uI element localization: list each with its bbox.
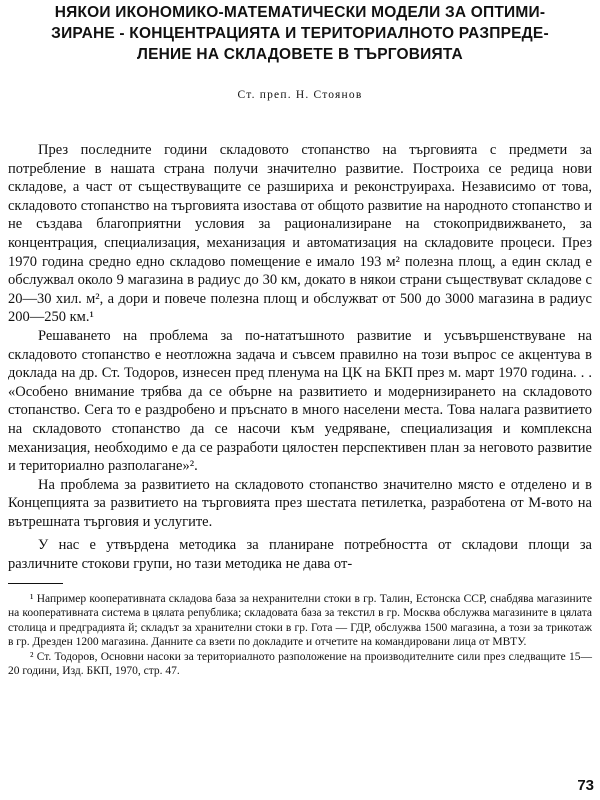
footnote: ² Ст. Тодоров, Основни насоки за териториалното разположение на производителните сили през следващите 15—20 години, Изд. БКП, 1970, стр. 47. — [8, 650, 592, 678]
title-line: НЯКОИ ИКОНОМИКО-МАТЕМАТИЧЕСКИ МОДЕЛИ ЗА ОПТИМИ- — [54, 4, 546, 21]
footnote: ¹ Например кооперативната складова база за нехранителни стоки в гр. Талин, Естонска ССР, снабдява магазините на кооперативната система в цялата република; складовата база за текстил в гр. Москва обслужва магазините в цялата столица и предградията й; складът за хранителни стоки в гр. Гота — ГДР, обслужва 1500 магазина, а този за трикотаж в гр. Дрезден 1200 магазина. Данните са взети по докладите и отчетите на командировани лица от МВТУ. — [8, 592, 592, 649]
body-paragraph: През последните години складовото стопанство на търговията с предмети за потребление в нашата страна получи значително развитие. Построиха се редица нови складове, а част от съществуващите се разшириха и реконструираха. Независимо от това, складовото стопанство на търговията изостава от общото развитие на народното стопанство и не създава благоприятни условия за рационализиране на стокопридвижването, за концентрация, специализация, механизация и автоматизация на складовите процеси. През 1970 година средно едно складово помещение е имало 193 м² полезна площ, а един склад е обслужвал около 9 магазина в радиус до 30 км, докато в някои страни съществуват складове с 20—30 хил. м², а дори и повече полезна площ и обслужват от 500 до 3000 магазина в радиус 200—250 км.¹ — [8, 142, 592, 326]
article-title — [8, 0, 592, 65]
page-number: 73 — [577, 777, 594, 794]
footnote-separator — [8, 583, 63, 584]
body-paragraph: Решаването на проблема за по-нататъшното развитие и усъвършенствуване на складовото стопанство е неотложна задача и съвсем правилно на този въпрос се акцентува в доклада на др. Ст. Тодоров, изнесен пред пленума на ЦК на БКП през м. март 1970 година. . . «Особено внимание трябва да се обърне на развитието и модернизирането на складовото стопанство. Сега то е раздробено и пръснато в много населени места. Това налага развитието на складовото стопанство да се насочи към уедряване, специализация и комплексна механизация, необходимо е да се разработи цялостен перспективен план за неговото развитие и териториално разполагане»². — [8, 327, 592, 475]
body-paragraph: У нас е утвърдена методика за планиране потребността от складови площи за различните стокови групи, но тази методика не дава от- — [8, 537, 592, 573]
article-body — [8, 141, 592, 574]
footnotes — [8, 592, 592, 679]
body-paragraph: На проблема за развитието на складовото стопанство значително място е отделено и в Концепцията за развитието на търговията през шестата петилетка, разработена от М-вото на вътрешната търговия и услугите. — [8, 476, 592, 530]
title-line: ЗИРАНЕ - КОНЦЕНТРАЦИЯТА И ТЕРИТОРИАЛНОТО РАЗПРЕДЕ- — [51, 25, 549, 42]
title-line: ЛЕНИЕ НА СКЛАДОВЕТЕ В ТЪРГОВИЯТА — [137, 46, 463, 63]
author-byline: Ст. преп. Н. Стоянов — [237, 89, 363, 101]
